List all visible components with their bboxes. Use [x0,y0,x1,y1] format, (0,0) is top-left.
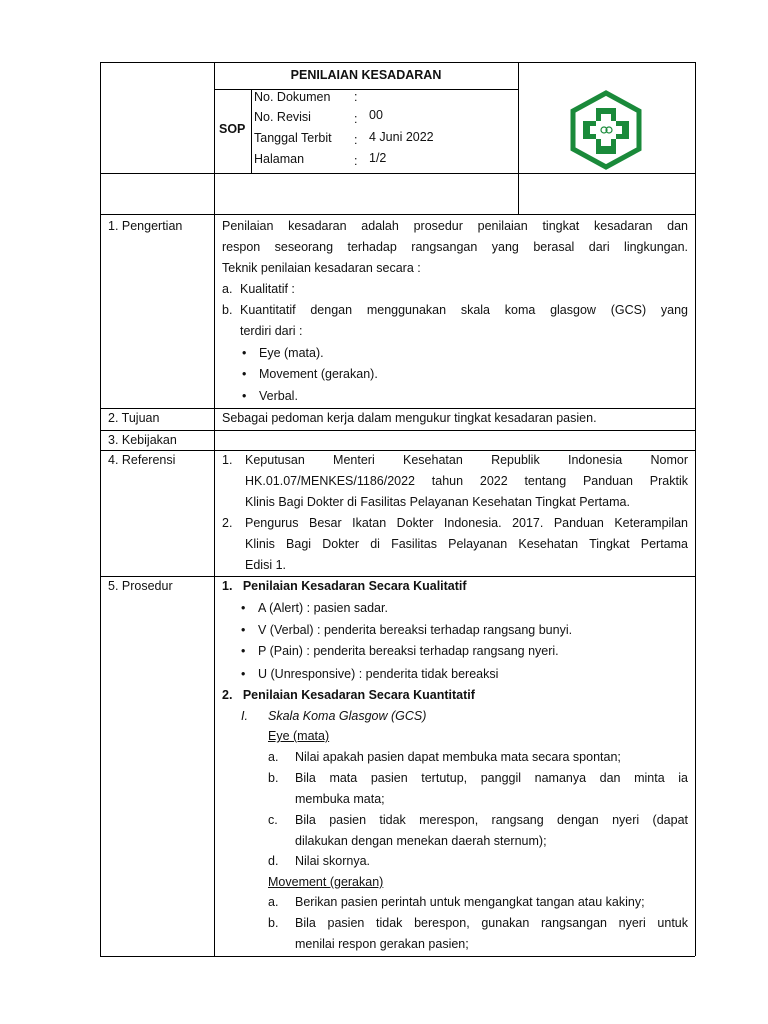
sop-divider [251,89,252,173]
movement-step: Bila pasien tidak berespon, gunakan rangsangan nyeri untuk [295,916,688,930]
pengertian-item-b: Kuantitatif dengan menggunakan skala koma glasgow (GCS) yang [240,303,688,317]
eye-step: Bila pasien tidak merespon, rangsang dengan nyeri (dapat [295,813,688,827]
pengertian-item-b-cont: terdiri dari : [240,324,303,338]
referensi-line: Pengurus Besar Ikatan Dokter Indonesia. 2017. Panduan Keterampilan [245,516,688,530]
list-marker: a. [222,282,233,296]
movement-step-cont: menilai respon gerakan pasien; [295,937,469,951]
field-label-no-dokumen: No. Dokumen [254,90,331,104]
pengertian-line: respon seseorang terhadap rangsangan yang berasal dari lingkungan. [222,240,688,254]
referensi-line: HK.01.07/MENKES/1186/2022 tahun 2022 tentang Panduan Praktik [245,474,688,488]
health-center-logo-icon [566,90,646,170]
eye-step: Nilai apakah pasien dapat membuka mata secara spontan; [295,750,621,764]
field-label-tanggal-terbit: Tanggal Terbit [254,131,332,145]
table-border-right [695,62,696,956]
row-divider-kebijakan [100,430,695,431]
list-marker: 2. [222,516,233,530]
field-value-tanggal-terbit: 4 Juni 2022 [369,130,434,144]
pengertian-line: Penilaian kesadaran adalah prosedur penilaian tingkat kesadaran dan [222,219,688,233]
pengertian-item-a: Kualitatif : [240,282,295,296]
list-marker: b. [268,771,279,785]
table-border-top [100,62,695,63]
eye-step: Nilai skornya. [295,854,371,868]
avpu-item: • P (Pain) : penderita bereaksi terhadap rangsang nyeri. [258,643,559,659]
prosedur-heading-kuantitatif: 2. Penilaian Kesadaran Secara Kuantitatif [222,688,475,702]
row-divider-tujuan [100,408,695,409]
label-column-divider [214,62,215,956]
field-label-halaman: Halaman [254,152,305,166]
avpu-item: • V (Verbal) : penderita bereaksi terhadap rangsang bunyi. [258,622,572,638]
section-label-referensi: 4. Referensi [108,453,176,467]
list-marker: b. [268,916,279,930]
tujuan-text: Sebagai pedoman kerja dalam mengukur tingkat kesadaran pasien. [222,411,597,425]
table-border-bottom [100,956,695,957]
field-label-no-revisi: No. Revisi [254,110,311,124]
avpu-item: • U (Unresponsive) : penderita tidak bereaksi [258,666,498,682]
movement-step: Berikan pasien perintah untuk mengangkat tangan atau kakiny; [295,895,645,909]
field-value-halaman: 1/2 [369,151,387,165]
row-divider-prosedur [100,576,695,577]
sop-label: SOP [219,122,246,136]
list-marker: d. [268,854,279,868]
field-colon: : [354,133,358,147]
eye-step: Bila mata pasien tertutup, panggil namanya dan minta ia [295,771,688,785]
avpu-item: • A (Alert) : pasien sadar. [258,600,388,616]
referensi-line: Keputusan Menteri Kesehatan Republik Indonesia Nomor [245,453,688,467]
referensi-line: Klinis Bagi Dokter di Fasilitas Pelayanan Kesehatan Tingkat Pertama. [245,495,630,509]
table-border-left [100,62,101,956]
logo-column-divider [518,62,519,214]
prosedur-heading-kualitatif: 1. Penilaian Kesadaran Secara Kualitatif [222,579,467,593]
section-label-tujuan: 2. Tujuan [108,411,160,425]
list-marker: a. [268,750,279,764]
section-label-pengertian: 1. Pengertian [108,219,183,233]
field-colon: : [354,112,358,126]
pengertian-line: Teknik penilaian kesadaran secara : [222,261,421,275]
list-marker: a. [268,895,279,909]
roman-marker: I. [241,709,248,723]
field-colon: : [354,154,358,168]
bullet-item: • Movement (gerakan). [259,366,378,382]
bullet-item: • Eye (mata). [259,345,324,361]
gcs-heading: Skala Koma Glasgow (GCS) [268,709,427,723]
header-divider [100,173,695,174]
list-marker: b. [222,303,233,317]
field-value-no-revisi: 00 [369,108,383,122]
eye-step-cont: membuka mata; [295,792,385,806]
eye-step-cont: dilakukan dengan menekan daerah sternum); [295,834,547,848]
eye-heading: Eye (mata) [268,729,330,743]
movement-heading: Movement (gerakan) [268,875,384,889]
referensi-line: Klinis Bagi Dokter di Fasilitas Pelayanan Kesehatan Tingkat Pertama [245,537,688,551]
referensi-line: Edisi 1. [245,558,286,572]
list-marker: 1. [222,453,233,467]
header-bottom-divider [100,214,695,215]
row-divider-referensi [100,450,695,451]
list-marker: c. [268,813,278,827]
section-label-prosedur: 5. Prosedur [108,579,173,593]
field-colon: : [354,90,358,104]
section-label-kebijakan: 3. Kebijakan [108,433,177,447]
document-title: PENILAIAN KESADARAN [290,68,442,82]
bullet-item: • Verbal. [259,388,298,404]
